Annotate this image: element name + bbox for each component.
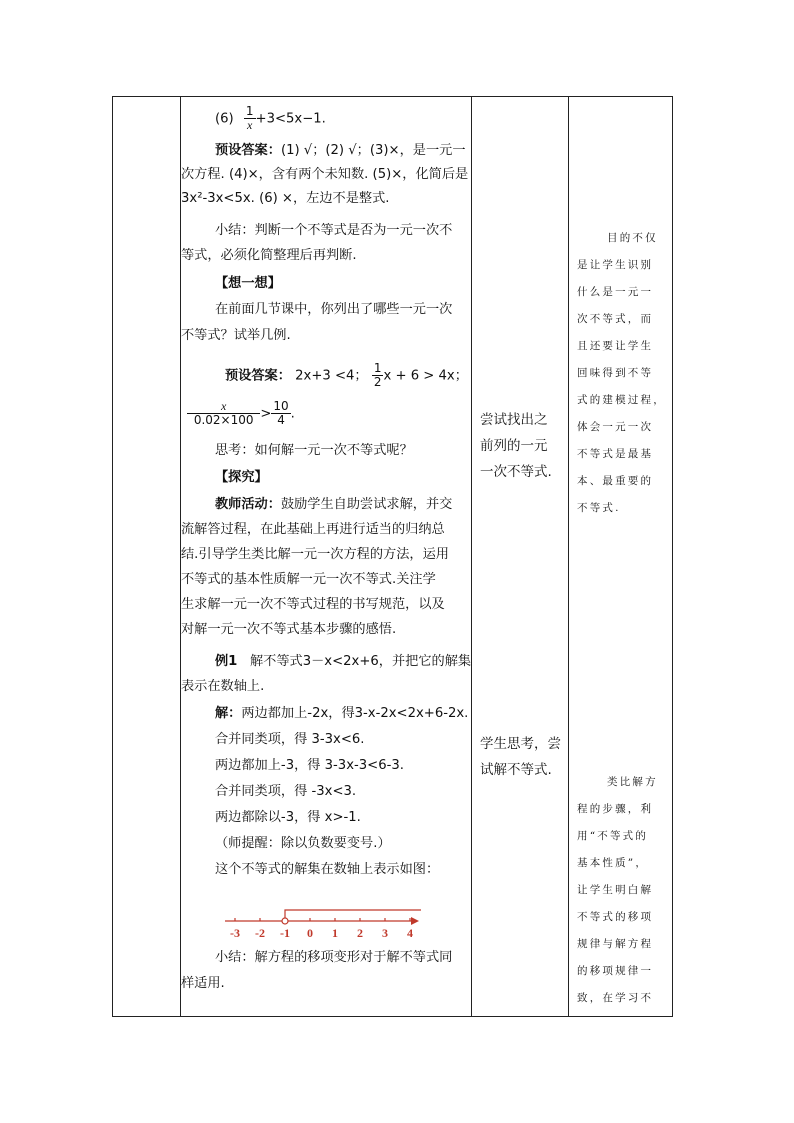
ten-quarter-fraction: $\frac{10}{4}$ [273,399,289,427]
teacher-activity-line2: 流解答过程，在此基础上再进行适当的归纳总 [181,522,445,537]
intent-1-line5: 且还要让学生 [577,340,654,352]
axis-tick-label: 1 [332,926,338,940]
item6-fraction: $\frac{1}{x}$ [245,104,254,132]
half-fraction: $\frac{1}{2}$ [373,361,382,389]
open-point [282,918,288,924]
think-heading: 【想一想】 [215,276,281,291]
example-line2: 表示在数轴上. [181,679,265,694]
intent-1-line7: 式的建模过程， [577,394,666,406]
summary-1-line2: 等式，必须化简整理后再判断. [181,248,357,263]
example-line1: 例1 解不等式3－x<2x+6，并把它的解集 [215,654,472,669]
lesson-table [112,96,673,1017]
preset-answer-1: 预设答案：(1) √；(2) √；(3)×，是一元一 [215,143,466,158]
solution-line2: 合并同类项，得 3-3x<6. [215,732,365,747]
solution-line5: 两边都除以-3，得 x>-1. [215,810,361,825]
think-question: 思考：如何解一元一次不等式呢？ [215,443,413,458]
intent-1-line2: 是让学生识别 [577,259,654,271]
axis-tick-label: 3 [382,926,388,940]
student-activity-1-line2: 前列的一元 [480,438,548,454]
solution-line6: （师提醒：除以负数要变号.） [215,836,391,851]
intent-2-line4: 基本性质”， [577,857,649,869]
intent-1-line9: 不等式是最基 [577,448,654,460]
item6-line: (6) $\frac{1}{x}$ +3<5x−1. [215,104,326,132]
student-activity-1-line3: 一次不等式. [480,464,552,480]
teacher-activity-line4: 不等式的基本性质解一元一次不等式.关注学 [181,572,436,587]
teacher-activity-line3: 结.引导学生类比解一元一次方程的方法，运用 [181,547,449,562]
intent-2-line2: 程的步骤，利 [577,803,654,815]
axis-tick-label: 2 [357,926,363,940]
preset-answer-1-line2: 次方程. (4)×，含有两个未知数. (5)×，化简后是 [181,167,469,182]
solution-line7: 这个不等式的解集在数轴上表示如图： [215,862,440,877]
summary-2-line2: 样适用. [181,976,225,991]
number-line [221,905,421,941]
student-activity-2-line1: 学生思考，尝 [480,736,561,752]
intent-1-line11: 不等式. [577,502,621,514]
axis-tick-label: -3 [230,926,240,940]
col-divider-3 [568,97,569,1016]
intent-2-line9: 致，在学习不 [577,992,654,1004]
intent-1-line6: 回味得到不等 [577,367,654,379]
x-fraction: $\frac{x}{0.02\times 100}$ [187,400,260,427]
intent-2-line3: 用“不等式的 [577,830,649,842]
intent-2-line8: 的移项规律一 [577,965,654,977]
student-activity-2-line2: 试解不等式. [480,762,552,778]
solution-line3: 两边都加上-3，得 3-3x-3<6-3. [215,758,404,773]
intent-2-line6: 不等式的移项 [577,911,654,923]
number-line-arrow [411,917,419,925]
solution-line4: 合并同类项，得 -3x<3. [215,784,357,799]
axis-tick-label: 0 [307,926,313,940]
solution-ray [285,910,421,918]
explore-heading: 【探究】 [215,470,268,485]
intent-2-line7: 规律与解方程 [577,938,654,950]
preset-answer-2: 预设答案： 2x+3 <4； $\frac{1}{2}$ x + 6 > 4x； [225,361,468,389]
axis-tick-label: 4 [407,926,413,940]
teacher-activity-line6: 对解一元一次不等式基本步骤的感悟. [181,622,397,637]
teacher-activity-line5: 生求解一元一次不等式过程的书写规范，以及 [181,597,445,612]
intent-1-line10: 本、最重要的 [577,475,654,487]
intent-1-line4: 次不等式，而 [577,313,654,325]
think-line2: 不等式？试举几例. [181,328,291,343]
solution-line1: 解：两边都加上-2x，得3-x-2x<2x+6-2x. [215,706,469,721]
col-divider-2 [471,97,472,1016]
intent-1-line3: 什么是一元一 [577,286,654,298]
preset-answer-1-line3: 3x²-3x<5x. (6) ×，左边不是整式. [181,191,390,206]
summary-1-line1: 小结：判断一个不等式是否为一元一次不 [215,223,453,238]
think-line1: 在前面几节课中，你列出了哪些一元一次 [215,302,453,317]
intent-2-line1: 类比解方 [607,776,658,788]
student-activity-1-line1: 尝试找出之 [480,412,548,428]
axis-tick-label: -2 [255,926,265,940]
intent-1-line1: 目的不仅 [607,232,658,244]
axis-tick-label: -1 [280,926,290,940]
teacher-activity-line1: 教师活动：鼓励学生自助尝试求解，并交 [215,497,453,512]
intent-1-line8: 体会一元一次 [577,421,654,433]
preset-answer-2-line2: $\frac{x}{0.02\times 100}$ > $\frac{10}{4}$ . [187,400,295,427]
intent-2-line5: 让学生明白解 [577,884,654,896]
summary-2-line1: 小结：解方程的移项变形对于解不等式同 [215,950,453,965]
